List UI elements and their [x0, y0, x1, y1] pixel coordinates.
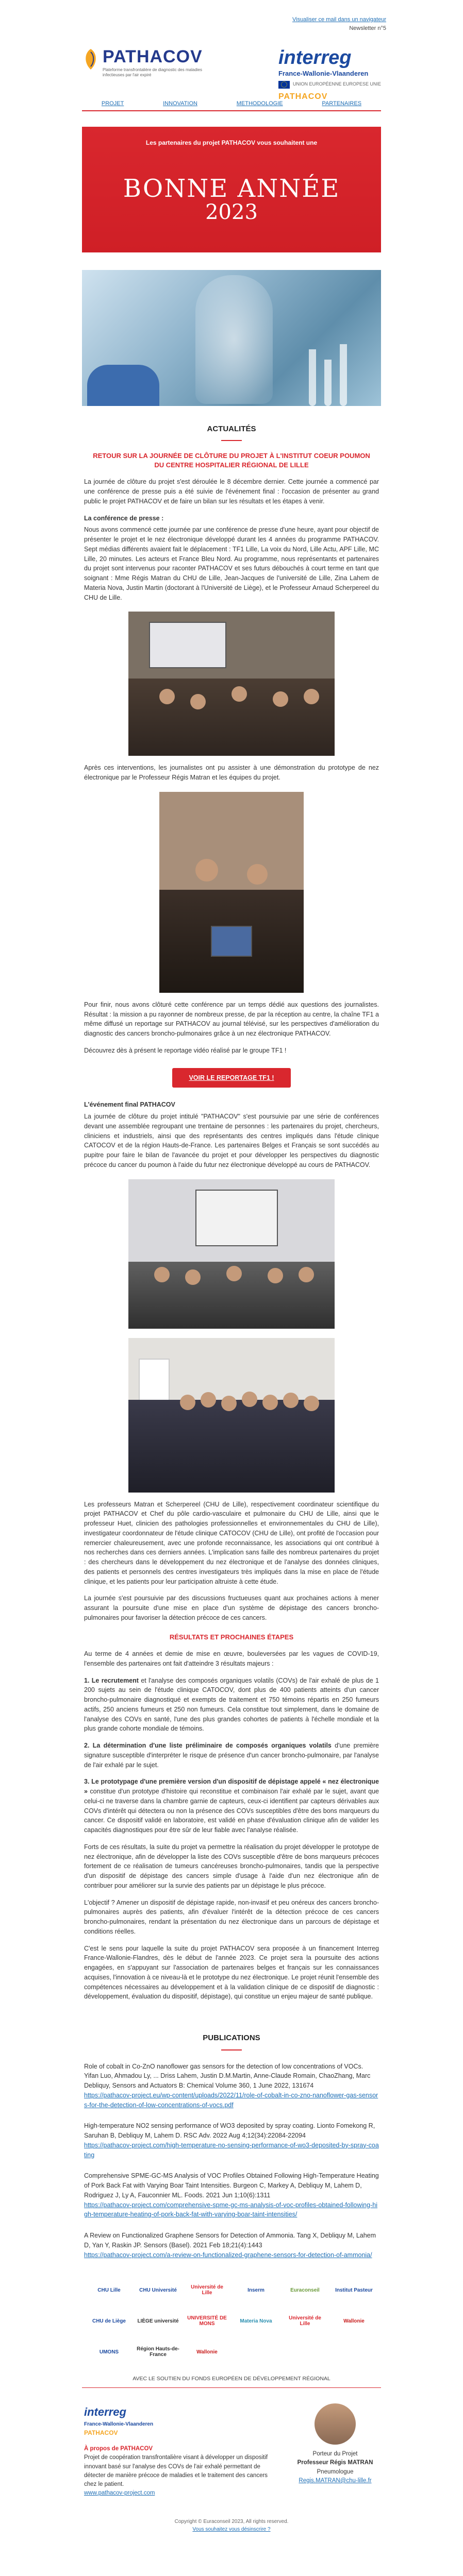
pathacov-tagline: Plateforme transfrontalière de diagnostic des maladies infectieuses par l'air expiré — [103, 67, 202, 77]
avatar — [315, 2403, 356, 2445]
footer — [77, 2388, 386, 2498]
lungs-illustration — [195, 275, 273, 404]
footer-region: France-Wallonie-Vlaanderen — [84, 2421, 154, 2428]
demonstration-photo — [159, 792, 304, 993]
contact-title: Porteur du Projet — [312, 2451, 358, 2458]
new-year-banner — [82, 127, 381, 252]
partner-logo[interactable]: Université de Lille — [191, 2284, 223, 2296]
publication-item: A Review on Functionalized Graphene Sensors for Detection of Ammonia. Tang X, Debliquy M, Lahem D, Yan Y, Raskin JP. Sensors (Basel). 2021 Feb 18;21(4):1443 https://pathacov-project.com/a-review-on-functionalized-graphene-sensors-for-detection-of-ammonia/ — [84, 2232, 376, 2259]
news-paragraph: Au terme de 4 années et demie de mise en œuvre, bouleversées par les vagues de COVID-19, l'ensemble des partenaires ont fait d'atteindre 3 résultats majeurs : — [84, 1650, 379, 1667]
copyright: Copyright © Euraconseil 2023, All rights reserved. Vous souhaitez vous désinscrire ? — [174, 2518, 289, 2532]
interreg-region: France-Wallonie-Vlaanderen — [278, 70, 369, 77]
partner-logo[interactable]: Université de Lille — [289, 2315, 321, 2327]
result-item-3: 3. Le prototypage d'une première version d'un dispositif de dépistage appelé « nez électronique » constitue d'un prototype d'histoire qui reconstitue et combinaison l'air exhalé par le sujet, avant que celui-ci ne traverse dans la chambre garnie de capteurs, ceux-ci identifient par capteurs dérivables aux COVs d'intérêt qui détectera ou non la présence des COVs susceptibles d'être des bons marqueurs du cancer. Ce dispositif validé en laboratoire, est validé en phase d'évaluation clinique afin de valider les capacités diagnostiques pour être sûr de leur fiable avec l'analyse réalisée. — [84, 1778, 379, 1834]
banner-intro: Les partenaires du projet PATHACOV vous souhaitent une — [145, 139, 318, 146]
contact-role: Pneumologue — [317, 2468, 354, 2475]
about-title: À propos de PATHACOV — [84, 2446, 153, 2452]
newsletter-number: Newsletter n°5 — [349, 25, 386, 31]
main-nav — [82, 99, 381, 111]
news-paragraph: La journée s'est poursuivie par des discussions fructueuses quant aux prochaines actions à mener assurant la poursuite d'une mise en place d'un système de dépistage des cancers broncho-pulmonaires pour favoriser la détection précoce de ces cancers. — [84, 1595, 379, 1621]
interreg-wordmark: interreg — [278, 47, 352, 69]
partner-logo[interactable]: Euraconseil — [290, 2287, 320, 2293]
group-photo — [128, 1338, 335, 1493]
news-paragraph: Découvrez dès à présent le reportage vidéo réalisé par le groupe TF1 ! — [84, 1046, 287, 1054]
title-underline — [221, 2049, 242, 2050]
about-text: Projet de coopération transfrontalière visant à développer un dispositif innovant basé sur l'analyse des COVs de l'air exhalé permettant de détecter de manière précoce de maladies et le traitement des cancers chez le patient. — [84, 2454, 268, 2488]
final-event-photo — [128, 1179, 335, 1329]
publication-link[interactable]: https://pathacov-project.com/high-temperature-no-sensing-performance-of-wo3-deposited-by-spray-coating — [84, 2141, 379, 2159]
news-headline: RETOUR SUR LA JOURNÉE DE CLÔTURE DU PROJET À L'INSTITUT COEUR POUMON DU CENTRE HOSPITALIER RÉGIONAL DE LILLE — [93, 452, 370, 469]
partner-logos — [87, 2280, 376, 2362]
press-conference-label: La conférence de presse : — [84, 514, 164, 522]
news-paragraph: Pour finir, nous avons clôturé cette conférence par un temps dédié aux questions des journalistes. Résultat : la mission a pu rayonner de nombreux presse, de par la réception au centre, la chaîne TF1 a même diffusé un reportage sur PATHACOV au journal télévisé, sur les perspectives d'amélioration du diagnostic des cancers broncho-pulmonaires grâce à un nez électronique PATHACOV. — [84, 1001, 379, 1038]
unsubscribe-link[interactable]: Vous souhaitez vous désinscrire ? — [192, 2526, 271, 2532]
nav-innovation[interactable]: INNOVATION — [163, 100, 197, 107]
test-tube — [324, 360, 332, 406]
banner-title: BONNE ANNÉE — [123, 174, 340, 203]
publications-section-title: PUBLICATIONS — [203, 2033, 260, 2043]
view-in-browser-link[interactable]: Visualiser ce mail dans un navigateur — [292, 16, 386, 23]
interreg-logo[interactable] — [278, 48, 381, 103]
eu-mark — [278, 81, 381, 89]
partner-logo[interactable]: Inserm — [247, 2287, 264, 2293]
partner-logo[interactable]: Wallonie — [196, 2349, 218, 2355]
footer-project: PATHACOV — [84, 2429, 118, 2437]
news-section-title: ACTUALITÉS — [207, 424, 256, 433]
gloved-hand — [87, 365, 159, 406]
partner-logo[interactable]: CHU Université — [139, 2287, 177, 2293]
top-bar — [77, 0, 386, 32]
erdf-support: AVEC LE SOUTIEN DU FONDS EUROPÉEN DE DÉVELOPPEMENT RÉGIONAL — [82, 2375, 381, 2388]
news-paragraph: C'est le sens pour laquelle la suite du projet PATHACOV sera proposée à un financement Interreg France-Wallonie-Flandres, dès le début de l'année 2023. Ce projet sera la poursuite des actions engagées, en s'appuyant sur l'association de partenaires belges et français sur les connaissances acquises, l'innovation à ce niveau-là et le prototype du nez électronique. Le projet réunit l'ensemble des compétences nécessaires au développement et à la validation clinique de ce dispositif de diagnostic : développement, évaluation du dispositif, dépistage), qui constitue un enjeu majeur de santé publique. — [84, 1944, 379, 2001]
news-paragraph: L'objectif ? Amener un dispositif de dépistage rapide, non-invasif et peu onéreux des cancers broncho-pulmonaires auprès des patients, afin d'évaluer l'intérêt de la détection précoce de ces cancers broncho-pulmonaires, rendant la présentation du nez électronique dans un parcours de dépistage et conditions réelles. — [84, 1899, 379, 1935]
contact-email-link[interactable]: Regis.MATRAN@chu-lille.fr — [299, 2477, 372, 2484]
result-item-2: 2. La détermination d'une liste préliminaire de composés organiques volatils d'une première signature susceptible d'interpréter le risque de présence d'un cancer broncho-pulmonaire, par l'analyse de l'air exhalé par le sujet. — [84, 1742, 379, 1769]
partner-logo[interactable]: Materia Nova — [240, 2318, 272, 2324]
footer-contact — [291, 2403, 379, 2498]
results-title: RÉSULTATS ET PROCHAINES ÉTAPES — [169, 1633, 294, 1641]
news-paragraph: La journée de clôture du projet intitulé "PATHACOV" s'est poursuivie par une série de conférences devant une assemblée regroupant une trentaine de personnes : les partenaires du projet, chercheurs, cliniciens et industriels, ainsi que des représentants des centres impliqués dans l'étude clinique CATOCOV et de la région Hauts-de-France. Les partenaires Belges et Français se sont succédés au pupitre pour faire le bilan de l'avancée du projet et pour développer les perspectives du diagnostic précoce du cancer du poumon à l'aide du futur nez électronique développé au cours de PATHACOV. — [84, 1113, 379, 1168]
email-container — [77, 0, 386, 2533]
news-paragraph: Les professeurs Matran et Scherpereel (CHU de Lille), respectivement coordinateur scientifique du projet PATHACOV et Chef du pôle cardio-vasculaire et pulmonaire du CHU de Lille, ainsi que le professeur Huet, clinicien des pathologies professionnelles et environnementales du CHU de Lille), investigateur coordonnateur de l'étude clinique CATOCOV (CHU de Lille), ont profité de l'occasion pour remercier chaleureusement, avec une profonde reconnaissance, les associations qui ont contribué à nos recherches dans ces derniers années. L'implication sans faille des nombreux partenaires du projet : des chercheurs dans le développement du nez électronique et de l'analyse des données cliniques, des patients et personnels des centres investigateurs très impliqués dans la mise en place de l'étude clinique, et les patients pour leur participation altruiste à cette étude. — [84, 1500, 379, 1585]
news-paragraph: La journée de clôture du projet s'est déroulée le 8 décembre dernier. Cette journée a commencé par une conférence de presse puis a été suivie de l'événement final : l'occasion de présenter au grand public le projet PATHACOV et de faire un bilan sur les résultats et les étapes à venir. — [84, 478, 379, 505]
pathacov-wordmark: PATHACOV — [103, 47, 203, 66]
test-tube — [340, 344, 347, 406]
publication-item: Role of cobalt in Co-ZnO nanoflower gas sensors for the detection of low concentrations of VOCs. Yifan Luo, Ahmadou Ly, ... Driss Lahem, Justin D.M.Martin, Anne-Claude Romain, ChaoZhang, Marc Debliquy, Sensors and Actuators B: Chemical Volume 360, 1 June 2022, 131674 https://pathacov-project.eu/wp-content/uploads/2022/11/role-of-cobalt-in-co-zno-nanoflower-gas-sensors-for-the-detection-of-low-concentrations-of-vocs.pdf — [84, 2062, 378, 2109]
publication-item: Comprehensive SPME-GC-MS Analysis of VOC Profiles Obtained Following High-Temperature Heating of Pork Back Fat with Varying Boar Taint Intensities. Burgeon C, Markey A, Debliquy M, Lahem D, Rodriguez J, Ly A, Fauconnier ML. Foods. 2021 Jun 1;10(6):1311 https://pathacov-project.com/comprehensive-spme-gc-ms-analysis-of-voc-profiles-obtained-following-high-temperature-heating-of-pork-back-fat-with-varying-boar-taint-intensities/ — [84, 2172, 379, 2218]
pathacov-logo[interactable] — [82, 48, 206, 77]
title-underline — [221, 440, 242, 441]
partner-logo[interactable]: UMONS — [99, 2349, 119, 2355]
publication-link[interactable]: https://pathacov-project.com/comprehensive-spme-gc-ms-analysis-of-voc-profiles-obtained-following-high-temperature-heating-of-pork-back-fat-with-varying-boar-taint-intensities/ — [84, 2201, 377, 2218]
nav-partenaires[interactable]: PARTENAIRES — [322, 100, 362, 107]
publication-item: High-temperature NO2 sensing performance of WO3 deposited by spray coating. Lionto Fomekong R, Saruhan B, Debliquy M, Lahem D. RSC Adv. 2022 Aug 4;12(34):22084-22094 https://pathacov-project.com/high-temperature-no-sensing-performance-of-wo3-deposited-by-spray-coating — [84, 2122, 379, 2159]
tf1-report-button[interactable]: VOIR LE REPORTAGE TF1 ! — [172, 1068, 291, 1088]
result-item-1: 1. Le recrutement et l'analyse des composés organiques volatils (COVs) de l'air exhalé de plus de 1 200 sujets au sein de l'étude clinique CATOCOV, dont plus de 400 patients atteints d'un cancer broncho-pulmonaire diagnostiqué et exempts de traitement et 750 témoins répartis en 250 fumeurs actifs, 250 anciens fumeurs et 250 non fumeurs. Cela constitue tout simplement, dans le domaine de l'analyse des COVs en santé, l'une des plus grandes cohortes de patients à l'échelle mondiale et la plus grande cohorte mondiale de témoins. — [84, 1676, 379, 1733]
eu-flag-icon — [278, 81, 290, 89]
eu-text: UNION EUROPÉENNE EUROPESE UNIE — [292, 81, 381, 87]
publication-link[interactable]: https://pathacov-project.com/a-review-on-functionalized-graphene-sensors-for-detection-of-ammonia/ — [84, 2251, 372, 2259]
partner-logo[interactable]: Région Hauts-de-France — [137, 2346, 179, 2358]
partner-logo[interactable]: CHU Lille — [97, 2287, 121, 2293]
publication-link[interactable]: https://pathacov-project.eu/wp-content/uploads/2022/11/role-of-cobalt-in-co-zno-nanoflower-gas-sensors-for-the-detection-of-low-concentrations-of-vocs.pdf — [84, 2091, 378, 2109]
website-link[interactable]: www.pathacov-project.com — [84, 2490, 155, 2497]
footer-about — [84, 2403, 270, 2498]
partner-logo[interactable]: Institut Pasteur — [335, 2287, 373, 2293]
banner-year: 2023 — [205, 200, 258, 224]
news-paragraph: Nous avons commencé cette journée par une conférence de presse d'une heure, ayant pour objectif de présenter le projet et le nez électronique développé durant les 4 années du programme PATHACOV. Sept médias différents avaient fait le déplacement : TF1 Lille, La voix du Nord, Lille Actu, APF Lille, MC Lille, 20 minutes. Les acteurs et France Bleu Nord. Au programme, nous représentants et partenaires du projet sont intervenus pour raconter PATHACOV et ses futurs débouchés à court terme en tant que soignant : Mme Régis Matran du CHU de Lille, Jean-Jacques de l'université de Lille, Zina Lahem de Materia Nova, Justin Martin (doctorant à l'Université de Liège), et le Professeur Arnaud Scherpereel du CHU de Lille. — [84, 526, 379, 601]
nav-projet[interactable]: PROJET — [101, 100, 124, 107]
partner-logo[interactable]: CHU de Liège — [92, 2318, 126, 2324]
contact-name: Professeur Régis MATRAN — [297, 2460, 373, 2466]
test-tube — [309, 349, 316, 406]
interreg-project-name: PATHACOV — [278, 92, 328, 101]
nav-methodologie[interactable]: METHODOLOGIE — [236, 100, 283, 107]
press-conference-photo — [128, 612, 335, 756]
footer-interreg-logo: interreg — [84, 2405, 126, 2419]
final-event-label: L'événement final PATHACOV — [84, 1101, 175, 1109]
news-paragraph: Après ces interventions, les journalistes ont pu assister à une démonstration du prototype de nez électronique par le Professeur Régis Matran et les équipes du projet. — [84, 764, 379, 782]
partner-logo[interactable]: LIÈGE université — [137, 2318, 179, 2324]
partner-logo[interactable]: UNIVERSITÉ DE MONS — [187, 2315, 227, 2327]
news-paragraph: Forts de ces résultats, la suite du projet va permettre la réalisation du projet développer le prototype de nez électronique, afin de développer la liste des COVs susceptible d'être de bons marqueurs précoces fortement de ce réalisation de tumeurs cancéreuses broncho-pulmonaires, tandis que la perspective d'un dispositif de dépistage des cancers simple d'usage à l'aide d'un nez électronique afin de contribuer pour améliorer sur la survie des patients par un dépistage le plus précoce. — [84, 1843, 379, 1889]
header-logos — [77, 32, 386, 99]
hero-image — [82, 270, 381, 406]
partner-logo[interactable]: Wallonie — [343, 2318, 365, 2324]
pathacov-leaf-icon — [82, 48, 100, 71]
